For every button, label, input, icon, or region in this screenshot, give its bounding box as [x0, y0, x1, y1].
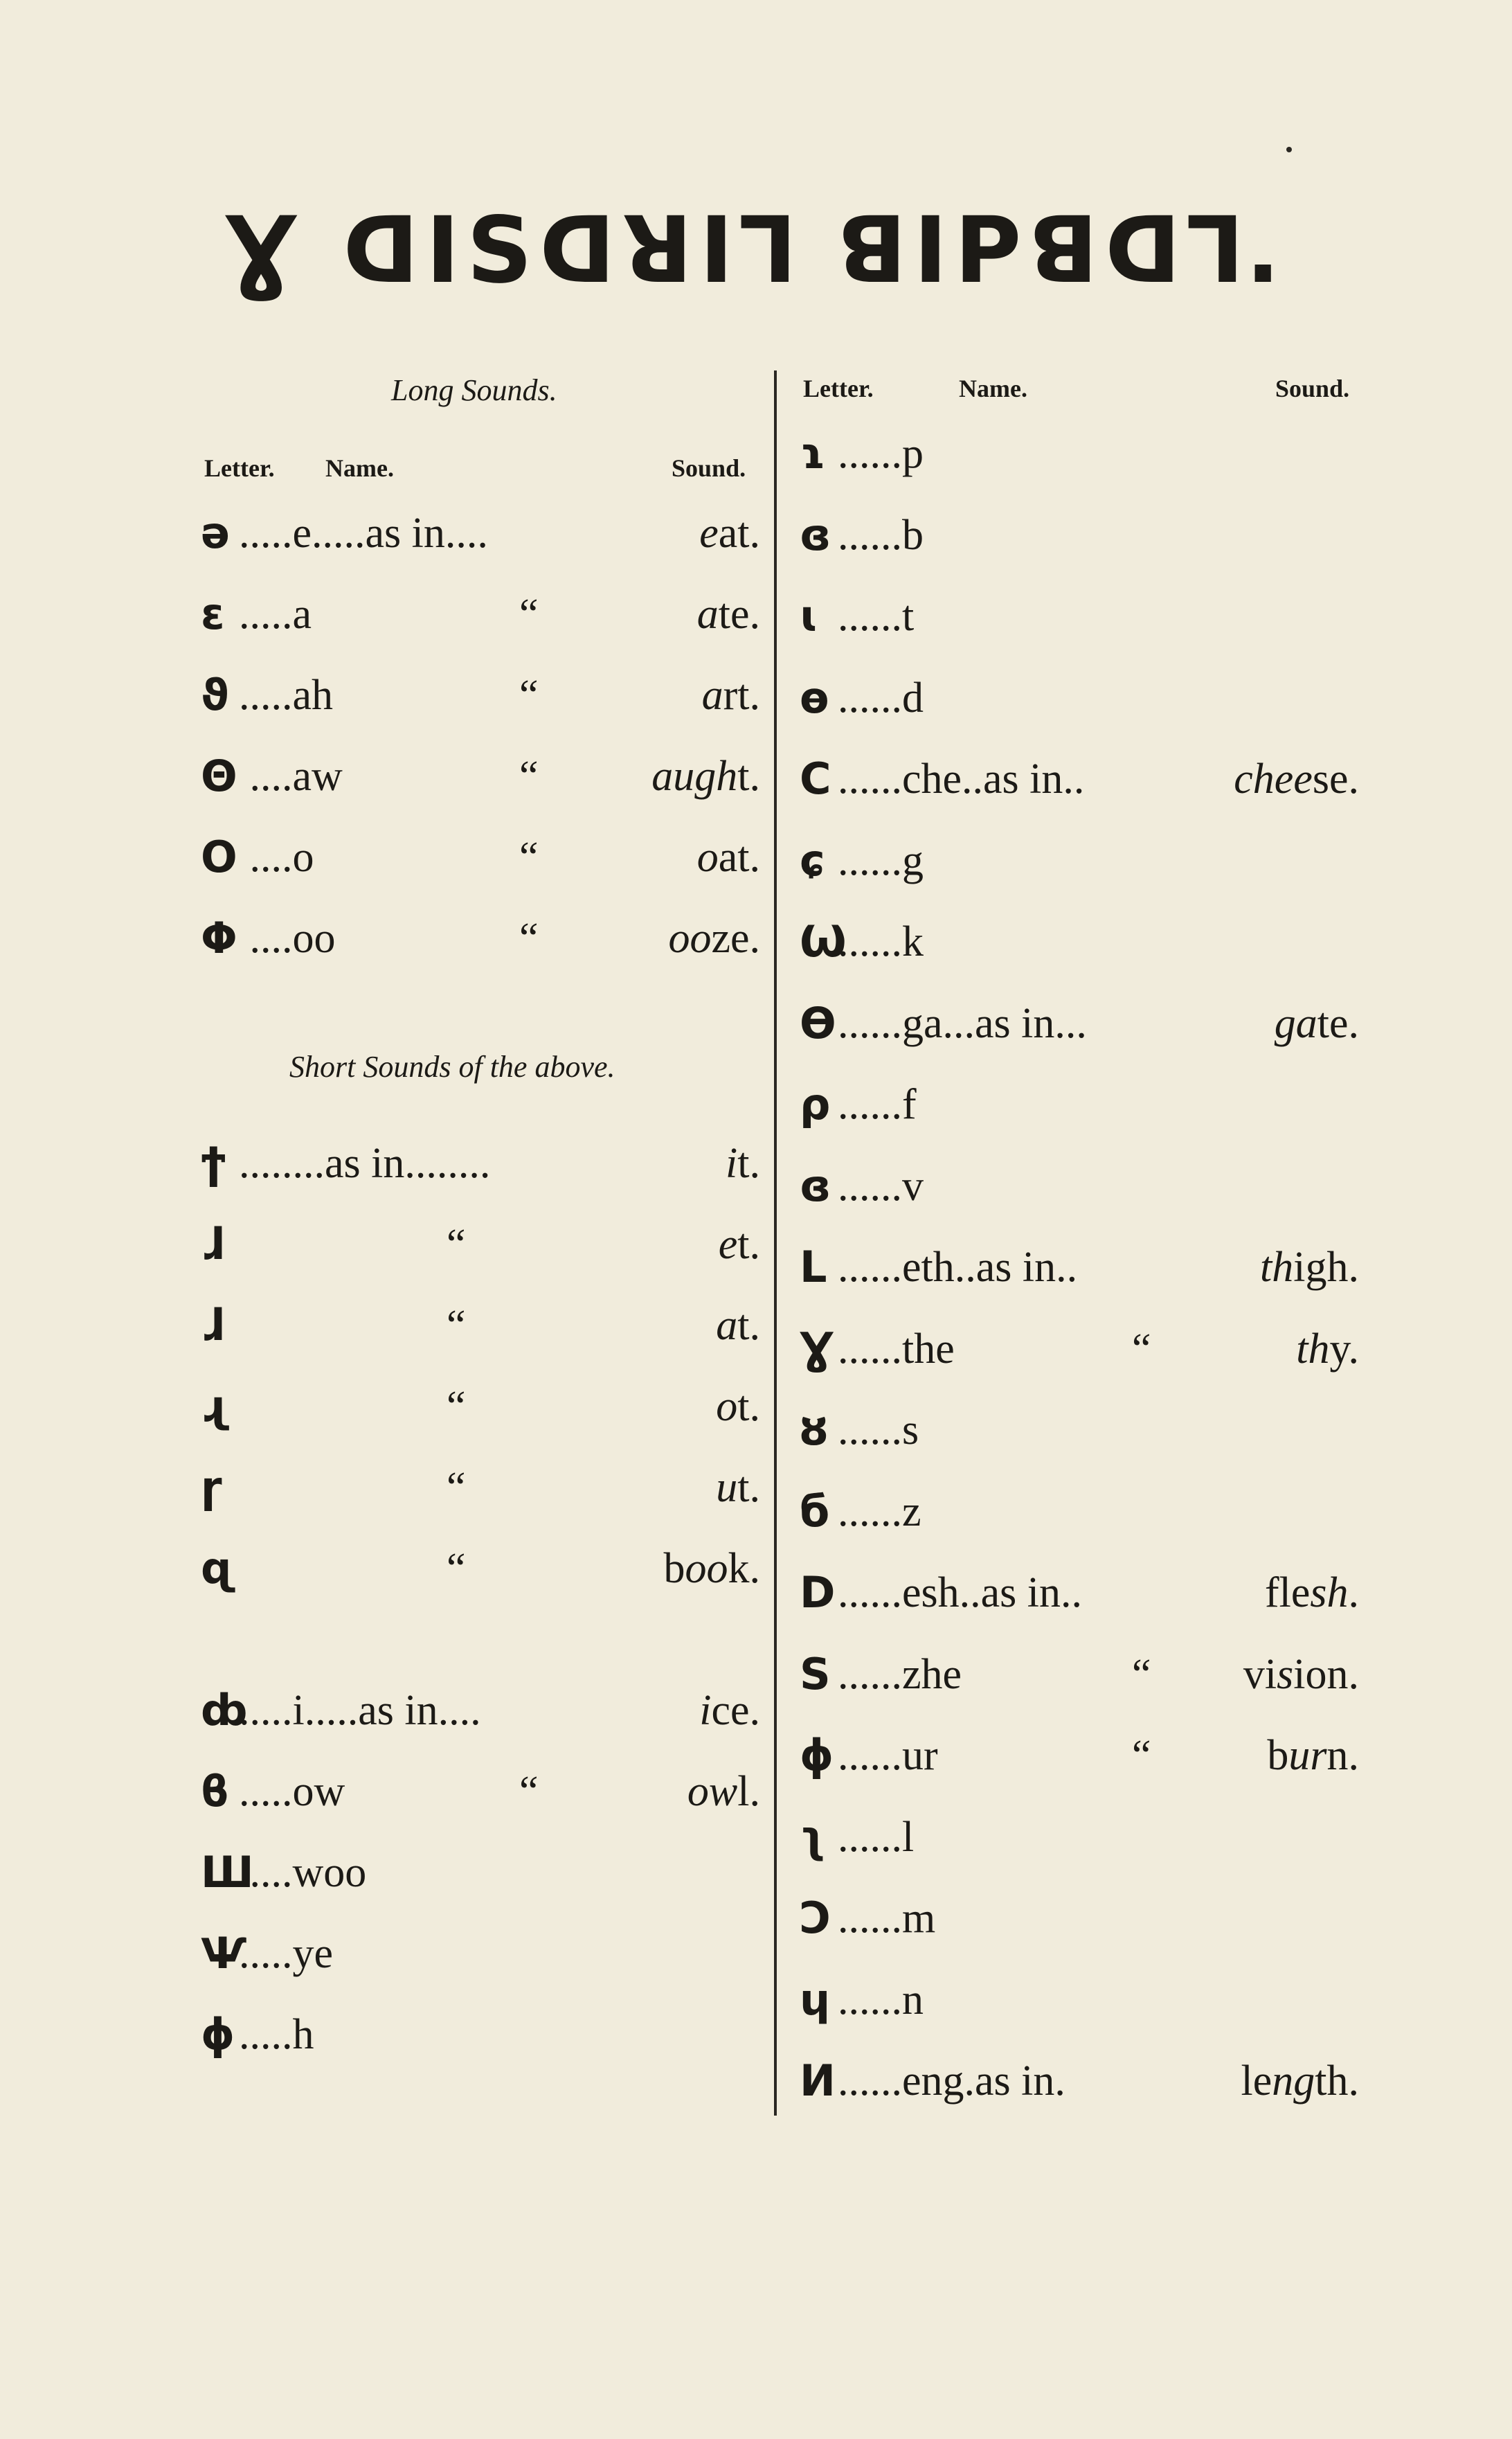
example-word	[716, 1379, 760, 1434]
letter-glyph: ɼ	[201, 1462, 222, 1512]
example-prefix: b	[663, 1545, 685, 1592]
example-suffix: se.	[1312, 756, 1359, 803]
example-prefix: b	[1267, 1732, 1289, 1779]
table-row	[800, 670, 1359, 726]
right-sound-header: Sound.	[1275, 375, 1350, 402]
letter-name: ......l	[838, 1813, 915, 1861]
table-row	[201, 1460, 760, 1515]
example-word	[1241, 2053, 1359, 2109]
letter-glyph: Ш	[201, 1847, 254, 1897]
example-prefix: le	[1241, 2057, 1272, 2105]
left-sound-header: Sound.	[672, 454, 746, 482]
page-title: Ɣ ꓷꓲꓢꓷꓤꓲꓶ ꓭꓲꓑꓭꓷꓶ.	[224, 197, 1288, 304]
letter-glyph: ɩ	[800, 591, 819, 641]
table-row	[201, 911, 760, 966]
example-suffix: ion.	[1293, 1650, 1359, 1698]
example-emphasis: sh	[1310, 1569, 1349, 1616]
letter-name: .....woo	[239, 1849, 367, 1896]
example-word	[697, 830, 760, 885]
letter-name: ......p	[838, 430, 924, 477]
ditto-mark: “	[519, 915, 539, 962]
example-word	[664, 1541, 761, 1596]
ditto-mark: “	[447, 1302, 466, 1349]
table-row	[800, 1077, 1359, 1132]
table-row	[201, 1379, 760, 1434]
letter-name: .....i.....as in....	[239, 1687, 481, 1734]
example-emphasis: e	[718, 1221, 738, 1268]
example-prefix: fle	[1264, 1569, 1311, 1616]
table-row	[800, 1240, 1359, 1295]
table-row	[201, 1845, 760, 1900]
ditto-mark: “	[519, 1768, 539, 1815]
letter-name: .....a	[239, 591, 312, 638]
letter-glyph: ɺ	[201, 1219, 224, 1269]
example-suffix: at.	[718, 834, 760, 881]
letter-name: ......eth..as in..	[838, 1244, 1078, 1291]
ditto-mark: “	[447, 1545, 466, 1592]
table-row	[800, 996, 1359, 1051]
ditto-mark: “	[1132, 1732, 1151, 1779]
letter-glyph: ɵ	[800, 672, 829, 723]
table-row	[201, 1683, 760, 1738]
left-name-header: Name.	[325, 454, 394, 482]
letter-glyph: ɻ	[201, 1381, 229, 1431]
table-row	[201, 1217, 760, 1272]
letter-glyph: ɸ	[800, 1730, 834, 1780]
example-suffix: te.	[718, 591, 760, 638]
left-letter-header: Letter.	[204, 454, 275, 482]
letter-name: .....e.....as in....	[239, 510, 488, 557]
letter-glyph: ɋ	[201, 1543, 235, 1593]
example-word	[1296, 1321, 1359, 1377]
example-emphasis: oo	[685, 1545, 728, 1592]
letter-glyph: Ɔ	[800, 1893, 831, 1943]
table-row	[800, 1565, 1359, 1620]
example-word	[1267, 1728, 1359, 1783]
example-emphasis: a	[716, 1302, 738, 1349]
table-row	[800, 2053, 1359, 2109]
letter-glyph: ɛ	[201, 589, 225, 639]
letter-glyph: Ɣ	[800, 1323, 834, 1374]
example-emphasis: ur	[1288, 1732, 1327, 1779]
example-word	[668, 911, 760, 966]
letter-name: ......ur	[838, 1732, 938, 1779]
ditto-mark: “	[447, 1464, 466, 1511]
table-row	[800, 589, 1359, 644]
example-emphasis: a	[701, 672, 723, 719]
example-word	[702, 668, 760, 723]
example-emphasis: oo	[668, 915, 712, 962]
table-row	[201, 749, 760, 804]
table-row	[201, 1541, 760, 1596]
example-word	[699, 506, 760, 561]
letter-glyph: O	[201, 832, 237, 882]
example-suffix: y.	[1329, 1325, 1359, 1373]
example-suffix: rt.	[723, 672, 760, 719]
table-row	[800, 426, 1359, 481]
example-emphasis: a	[696, 591, 719, 638]
letter-glyph: D	[800, 1567, 836, 1618]
letter-glyph: ϑ	[201, 670, 229, 720]
letter-glyph: Φ	[201, 913, 237, 963]
ditto-mark: “	[1132, 1325, 1151, 1373]
printer-speck	[1286, 147, 1292, 152]
example-word	[1243, 1647, 1359, 1702]
example-suffix: at.	[718, 510, 760, 557]
example-emphasis: u	[716, 1464, 738, 1511]
ditto-mark: “	[1132, 1650, 1151, 1698]
table-row	[201, 830, 760, 885]
table-row	[800, 1484, 1359, 1539]
example-suffix: l.	[737, 1768, 760, 1815]
example-word	[1234, 751, 1359, 807]
letter-glyph: ϯ	[201, 1138, 226, 1188]
example-emphasis: o	[696, 834, 719, 881]
example-suffix: t.	[737, 1221, 760, 1268]
letter-glyph: ə	[201, 508, 231, 558]
letter-name: ......k	[838, 918, 924, 965]
example-suffix: k.	[728, 1545, 760, 1592]
letter-name: ......m	[838, 1895, 936, 1942]
example-word	[651, 749, 760, 804]
table-row	[800, 1321, 1359, 1377]
ditto-mark: “	[519, 591, 539, 638]
letter-glyph: ϐ	[201, 1766, 229, 1816]
letter-glyph: ɥ	[800, 1974, 831, 2025]
letter-name: ....aw	[239, 753, 343, 800]
long-sounds-heading: Long Sounds.	[391, 373, 557, 407]
letter-name: ......g	[838, 837, 924, 884]
example-emphasis: ga	[1274, 999, 1317, 1047]
letter-name: ......zhe	[838, 1650, 962, 1698]
letter-name: .....ye	[239, 1930, 334, 1977]
example-suffix: igh.	[1293, 1244, 1359, 1291]
letter-glyph: ȸ	[201, 1685, 248, 1735]
example-emphasis: chee	[1234, 756, 1313, 803]
letter-name: ....o	[239, 834, 314, 881]
letter-name: ......t	[838, 593, 915, 640]
example-word	[699, 1683, 760, 1738]
letter-name: ......d	[838, 674, 924, 722]
right-letter-header: Letter.	[803, 375, 874, 402]
example-word	[697, 587, 760, 642]
example-prefix: vi	[1243, 1650, 1277, 1698]
example-emphasis: s	[1277, 1650, 1294, 1698]
letter-name: ......the	[838, 1325, 955, 1373]
example-word	[726, 1136, 760, 1191]
example-suffix: t.	[737, 1140, 760, 1187]
example-emphasis: th	[1260, 1244, 1294, 1291]
letter-glyph: ɞ	[800, 1160, 831, 1211]
table-row	[800, 833, 1359, 888]
table-row	[201, 587, 760, 642]
example-emphasis: i	[699, 1687, 712, 1734]
example-emphasis: i	[726, 1140, 738, 1187]
letter-glyph: ȣ	[800, 1404, 828, 1455]
example-emphasis: o	[716, 1383, 738, 1430]
right-name-header: Name.	[959, 375, 1027, 402]
letter-name: .....h	[239, 2011, 314, 2058]
example-word	[716, 1298, 760, 1353]
ditto-mark: “	[447, 1383, 466, 1430]
table-row	[201, 668, 760, 723]
example-suffix: ze.	[711, 915, 760, 962]
table-row	[800, 914, 1359, 970]
letter-glyph: L	[800, 1242, 827, 1292]
letter-name: ......n	[838, 1976, 924, 2023]
letter-glyph: б	[800, 1485, 830, 1537]
letter-name: ......che..as in..	[838, 756, 1085, 803]
example-suffix: te.	[1317, 999, 1359, 1047]
example-emphasis: e	[699, 510, 719, 557]
example-suffix: n.	[1326, 1732, 1359, 1779]
letter-glyph: ɸ	[201, 2009, 235, 2060]
letter-glyph: И	[800, 2055, 836, 2106]
letter-name: ......f	[838, 1081, 917, 1128]
letter-name: .....ah	[239, 672, 334, 719]
example-word	[716, 1460, 760, 1515]
letter-name: ......eng.as in.	[838, 2057, 1065, 2105]
ditto-mark: “	[519, 753, 539, 800]
table-row	[800, 751, 1359, 807]
letter-glyph: Ѱ	[201, 1928, 247, 1978]
column-divider	[774, 370, 777, 2116]
example-word	[1275, 996, 1359, 1051]
table-row	[800, 1728, 1359, 1783]
table-row	[800, 1402, 1359, 1458]
table-row	[201, 506, 760, 561]
letter-glyph: ρ	[800, 1079, 831, 1129]
example-suffix: ce.	[711, 1687, 760, 1734]
example-suffix: th.	[1315, 2057, 1359, 2105]
letter-glyph: ɿ	[800, 428, 825, 479]
letter-glyph: C	[800, 753, 831, 804]
table-row	[800, 508, 1359, 563]
table-row	[201, 1926, 760, 1981]
table-row	[800, 1159, 1359, 1214]
table-row	[800, 1972, 1359, 2028]
table-row	[800, 1647, 1359, 1702]
example-suffix: .	[1348, 1569, 1359, 1616]
table-row	[201, 1136, 760, 1191]
table-row	[201, 2007, 760, 2062]
letter-name: ......s	[838, 1406, 919, 1454]
example-word	[1260, 1240, 1359, 1295]
letter-name: ......b	[838, 511, 924, 559]
letter-glyph: ɞ	[800, 509, 831, 560]
ditto-mark: “	[447, 1221, 466, 1268]
example-suffix: t.	[737, 1302, 760, 1349]
table-row	[800, 1810, 1359, 1865]
example-suffix: t.	[737, 1464, 760, 1511]
example-emphasis: th	[1296, 1325, 1330, 1373]
letter-name: ......z	[838, 1487, 921, 1535]
letter-glyph: ʅ	[800, 1811, 826, 1862]
letter-name: ......v	[838, 1162, 924, 1210]
letter-glyph: ϴ	[800, 997, 836, 1048]
letter-glyph: Ѡ	[800, 916, 847, 967]
ditto-mark: “	[519, 834, 539, 881]
letter-name: ....oo	[239, 915, 336, 962]
example-suffix: t.	[737, 1383, 760, 1430]
table-row	[201, 1298, 760, 1353]
letter-glyph: ɺ	[201, 1300, 224, 1350]
letter-glyph: S	[800, 1648, 831, 1699]
short-sounds-heading: Short Sounds of the above.	[289, 1050, 615, 1084]
letter-name: ......esh..as in..	[838, 1569, 1083, 1616]
example-emphasis: augh	[651, 753, 738, 800]
letter-name: .....ow	[239, 1768, 345, 1815]
letter-name: ........as in........	[239, 1140, 491, 1187]
letter-glyph: ɕ	[800, 834, 825, 886]
letter-glyph: Θ	[201, 751, 237, 801]
letter-name: ......ga...as in...	[838, 999, 1087, 1047]
table-row	[800, 1891, 1359, 1946]
example-word	[687, 1764, 760, 1819]
ditto-mark: “	[519, 672, 539, 719]
example-emphasis: ow	[687, 1768, 738, 1815]
example-word	[1265, 1565, 1359, 1620]
example-suffix: t.	[737, 753, 760, 800]
table-row	[201, 1764, 760, 1819]
example-word	[719, 1217, 760, 1272]
example-emphasis: ng	[1272, 2057, 1315, 2105]
